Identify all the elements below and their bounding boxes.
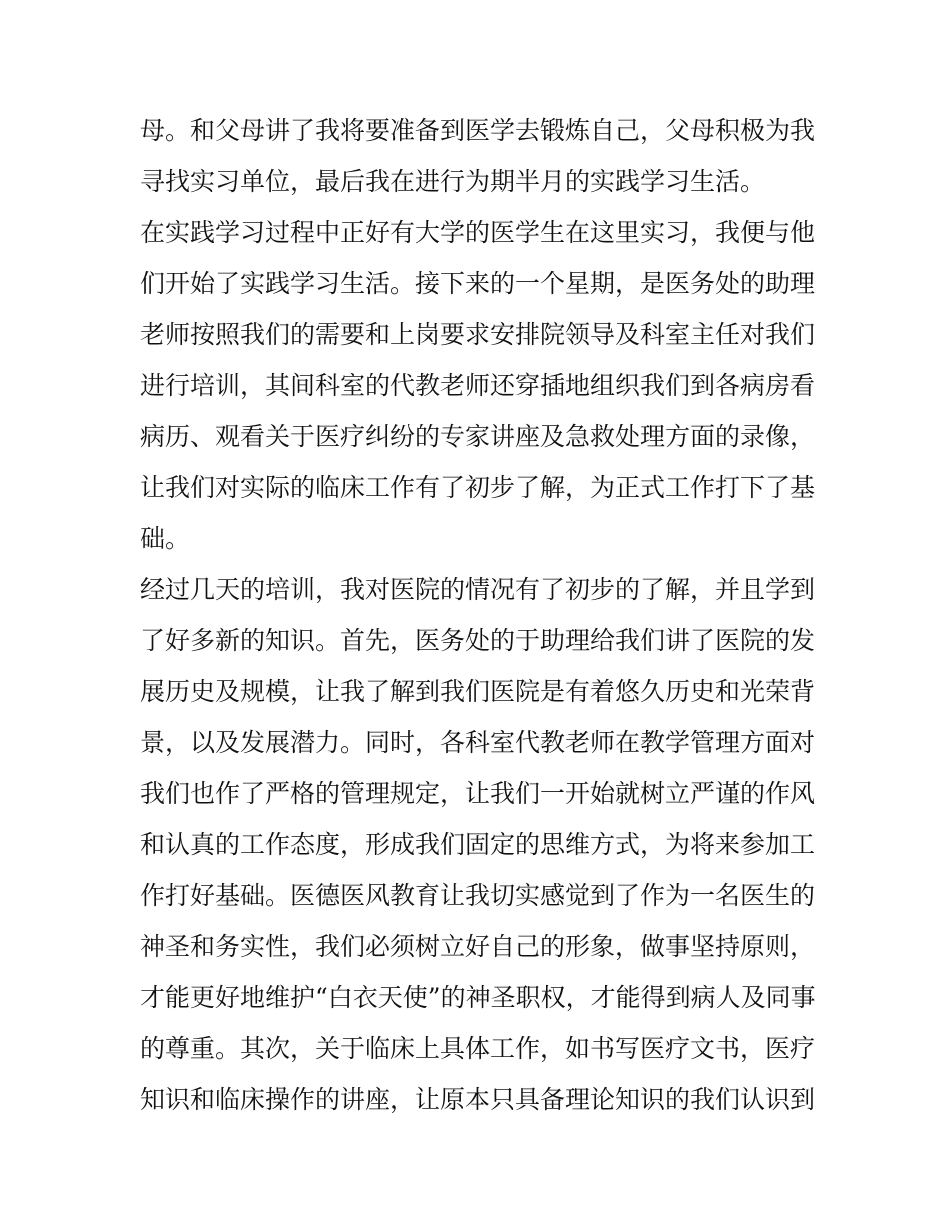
text-line: 础。 bbox=[140, 524, 191, 553]
text-line: 母。和父母讲了我将要准备到医学去锻炼自己，父母积极为我 bbox=[140, 116, 816, 145]
text-line: 寻找实习单位，最后我在进行为期半月的实践学习生活。 bbox=[140, 167, 766, 196]
text-line: 作打好基础。医德医风教育让我切实感觉到了作为一名医生的 bbox=[140, 881, 816, 910]
text-line: 的尊重。其次，关于临床上具体工作，如书写医疗文书，医疗 bbox=[140, 1034, 816, 1063]
text-line: 进行培训，其间科室的代教老师还穿插地组织我们到各病房看 bbox=[140, 371, 816, 400]
text-line: 经过几天的培训，我对医院的情况有了初步的了解，并且学到 bbox=[140, 575, 816, 604]
text-line: 老师按照我们的需要和上岗要求安排院领导及科室主任对我们 bbox=[140, 320, 816, 349]
text-line: 让我们对实际的临床工作有了初步了解，为正式工作打下了基 bbox=[140, 473, 816, 502]
text-line: 病历、观看关于医疗纠纷的专家讲座及急救处理方面的录像， bbox=[140, 422, 816, 451]
text-line: 才能更好地维护“白衣天使”的神圣职权，才能得到病人及同事 bbox=[140, 983, 816, 1012]
text-line: 神圣和务实性，我们必须树立好自己的形象，做事坚持原则， bbox=[140, 932, 816, 961]
text-line: 知识和临床操作的讲座，让原本只具备理论知识的我们认识到 bbox=[140, 1085, 816, 1114]
text-line: 了好多新的知识。首先，医务处的于助理给我们讲了医院的发 bbox=[140, 626, 816, 655]
text-line: 我们也作了严格的管理规定，让我们一开始就树立严谨的作风 bbox=[140, 779, 816, 808]
text-line: 展历史及规模，让我了解到我们医院是有着悠久历史和光荣背 bbox=[140, 677, 816, 706]
body-text bbox=[140, 105, 820, 1125]
text-line: 们开始了实践学习生活。接下来的一个星期，是医务处的助理 bbox=[140, 269, 816, 298]
text-line: 在实践学习过程中正好有大学的医学生在这里实习，我便与他 bbox=[140, 218, 816, 247]
text-line: 景，以及发展潜力。同时，各科室代教老师在教学管理方面对 bbox=[140, 728, 816, 757]
text-line: 和认真的工作态度，形成我们固定的思维方式，为将来参加工 bbox=[140, 830, 816, 859]
